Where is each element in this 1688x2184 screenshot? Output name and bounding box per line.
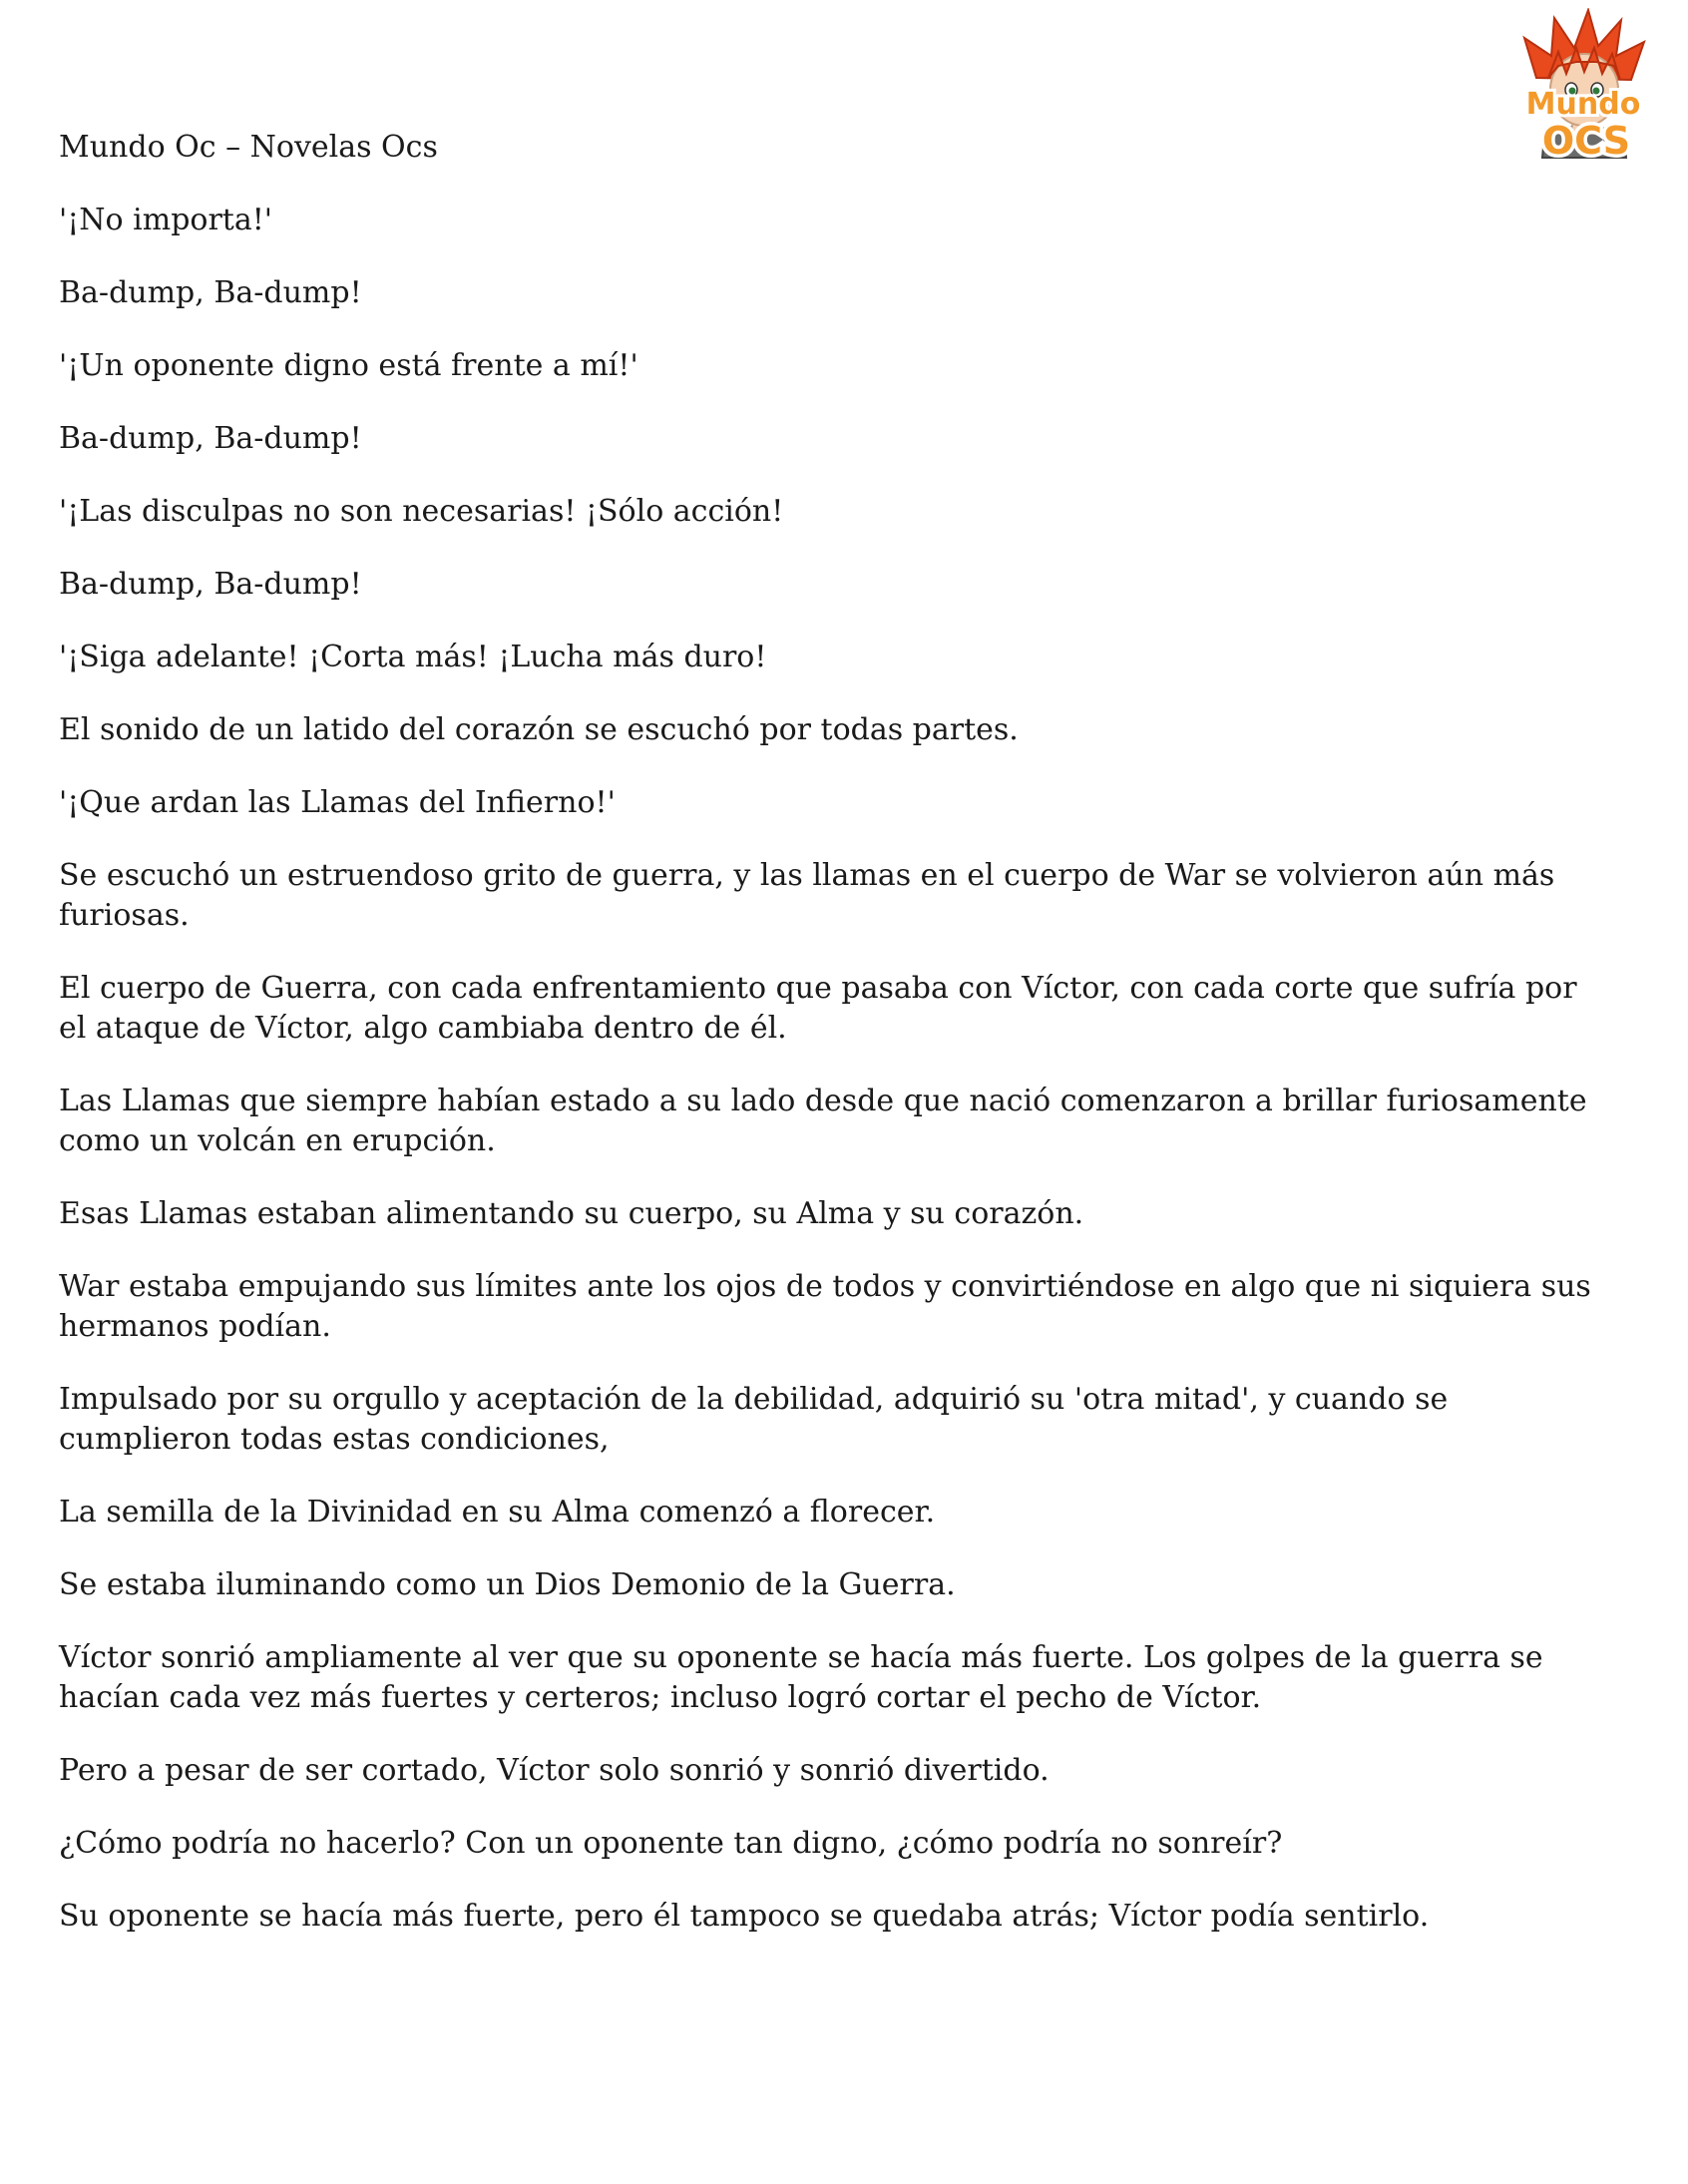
paragraph: '¡No importa!' (59, 203, 273, 237)
paragraph: '¡Las disculpas no son necesarias! ¡Sólo acción! (59, 494, 784, 529)
paragraph: Víctor sonrió ampliamente al ver que su oponente se hacía más fuerte. Los golpes de la guerra se hacían cada vez más fuertes y certeros; incluso logró cortar el pecho de Víctor. (59, 1640, 1543, 1715)
paragraph: El cuerpo de Guerra, con cada enfrentamiento que pasaba con Víctor, con cada corte que sufría por el ataque de Víctor, algo cambiaba dentro de él. (59, 971, 1577, 1046)
logo-text-line2: OCS (1541, 119, 1631, 163)
paragraph: '¡Un oponente digno está frente a mí!' (59, 348, 638, 383)
paragraph: La semilla de la Divinidad en su Alma comenzó a florecer. (59, 1495, 936, 1529)
paragraph: Las Llamas que siempre habían estado a su lado desde que nació comenzaron a brillar furiosamente como un volcán en erupción. (59, 1084, 1587, 1158)
document-body (59, 128, 1600, 1969)
header-line: Mundo Oc – Novelas Ocs (59, 130, 438, 165)
paragraph: Impulsado por su orgullo y aceptación de la debilidad, adquirió su 'otra mitad', y cuando se cumplieron todas estas condiciones, (59, 1382, 1449, 1457)
paragraph: War estaba empujando sus límites ante los ojos de todos y convirtiéndose en algo que ni siquiera sus hermanos podían. (59, 1269, 1591, 1344)
paragraph: Su oponente se hacía más fuerte, pero él tampoco se quedaba atrás; Víctor podía sentirlo. (59, 1899, 1430, 1934)
paragraph: Se escuchó un estruendoso grito de guerra, y las llamas en el cuerpo de War se volvieron aún más furiosas. (59, 858, 1555, 933)
paragraph: ¿Cómo podría no hacerlo? Con un oponente tan digno, ¿cómo podría no sonreír? (59, 1826, 1283, 1861)
paragraph: Ba-dump, Ba-dump! (59, 421, 362, 456)
paragraph: Se estaba iluminando como un Dios Demonio de la Guerra. (59, 1567, 956, 1602)
paragraph: '¡Que ardan las Llamas del Infierno!' (59, 785, 616, 820)
paragraph: Pero a pesar de ser cortado, Víctor solo sonrió y sonrió divertido. (59, 1753, 1050, 1788)
logo-text-line1: Mundo (1525, 87, 1641, 122)
paragraph: Ba-dump, Ba-dump! (59, 275, 362, 310)
paragraph: El sonido de un latido del corazón se escuchó por todas partes. (59, 712, 1019, 747)
paragraph: Ba-dump, Ba-dump! (59, 567, 362, 602)
paragraph: Esas Llamas estaban alimentando su cuerpo, su Alma y su corazón. (59, 1196, 1084, 1231)
paragraph: '¡Siga adelante! ¡Corta más! ¡Lucha más duro! (59, 640, 767, 674)
